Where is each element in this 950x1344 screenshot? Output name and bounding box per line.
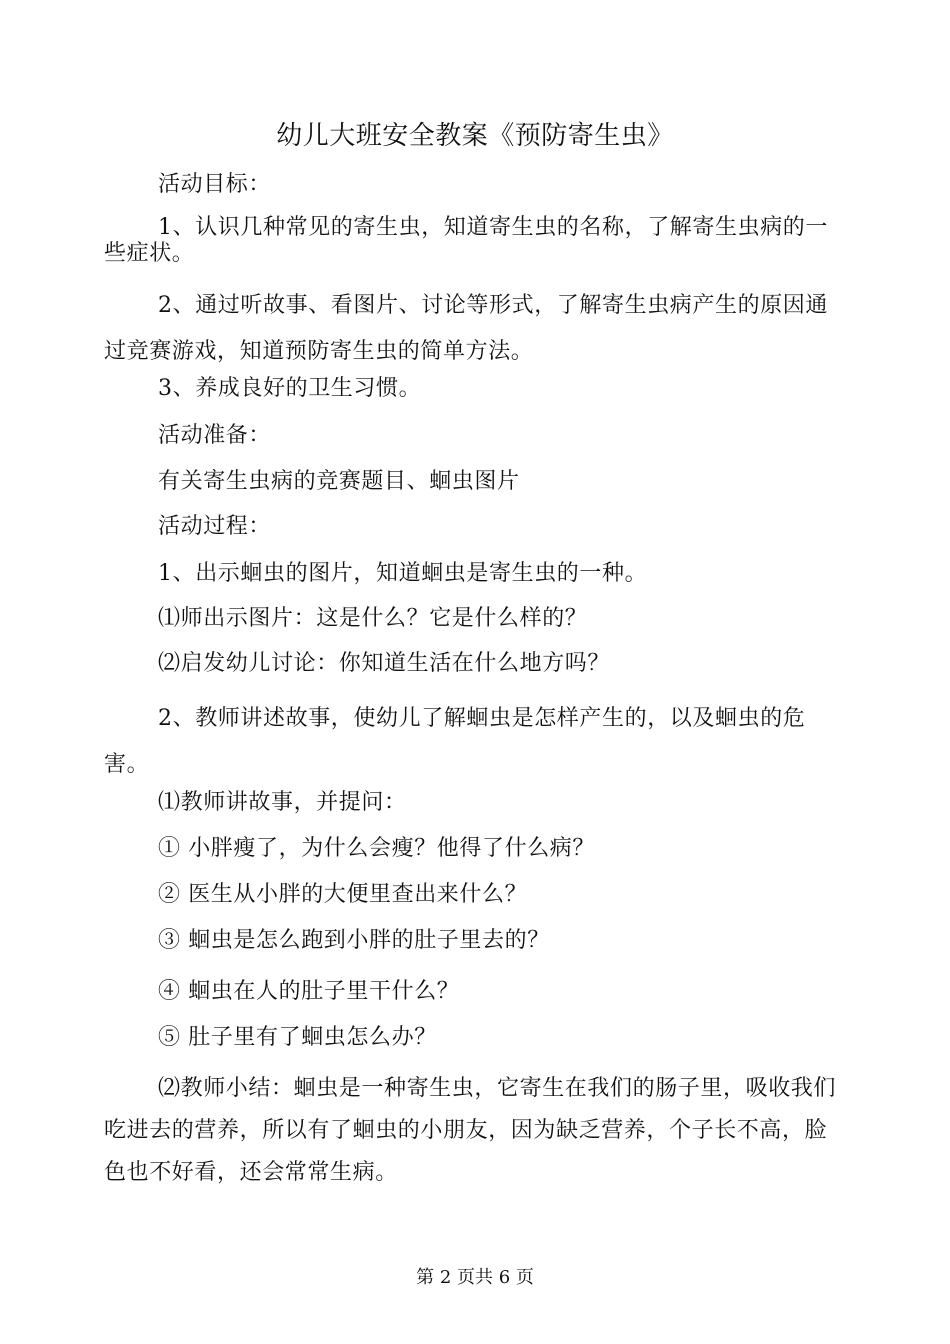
question-5: ⑤ 肚子里有了蛔虫怎么办？ (158, 1025, 437, 1050)
objective-2: 2、通过听故事、看图片、讨论等形式，了解寄生虫病产生的原因通过竞赛游戏，知道预防寄生虫的简单方法。 (104, 293, 828, 364)
preparation-text: 有关寄生虫病的竞赛题目、蛔虫图片 (158, 469, 520, 494)
objective-1: 1、认识几种常见的寄生虫，知道寄生虫的名称，了解寄生虫病的一些症状。 (104, 215, 828, 266)
process-step-2: 2、教师讲述故事，使幼儿了解蛔虫是怎样产生的，以及蛔虫的危害。 (104, 706, 806, 777)
process-step-1: 1、出示蛔虫的图片，知道蛔虫是寄生虫的一种。 (158, 561, 648, 586)
process-step-1-sub-2: ⑵启发幼儿讨论：你知道生活在什么地方吗？ (158, 651, 611, 676)
section-heading-preparation: 活动准备： (158, 423, 272, 448)
document-title: 幼儿大班安全教案《预防寄生虫》 (276, 121, 674, 151)
question-4: ④ 蛔虫在人的肚子里干什么？ (158, 979, 460, 1004)
question-3: ③ 蛔虫是怎么跑到小胖的肚子里去的？ (158, 928, 550, 953)
section-heading-process: 活动过程： (158, 514, 272, 539)
question-1: ① 小胖瘦了，为什么会瘦？他得了什么病？ (158, 836, 595, 861)
objective-3: 3、养成良好的卫生习惯。 (158, 376, 422, 401)
process-step-1-sub-1: ⑴师出示图片：这是什么？它是什么样的？ (158, 606, 588, 631)
page-number-footer: 第 2 页共 6 页 (416, 1267, 534, 1288)
process-step-2-sub-1: ⑴教师讲故事，并提问： (158, 790, 407, 815)
question-2: ② 医生从小胖的大便里查出来什么？ (158, 882, 528, 907)
teacher-summary: ⑵教师小结：蛔虫是一种寄生虫，它寄生在我们的肠子里，吸收我们吃进去的营养，所以有了蛔虫的小朋友，因为缺乏营养，个子长不高，脸色也不好看，还会常常生病。 (104, 1076, 837, 1185)
section-heading-objectives: 活动目标： (158, 172, 272, 197)
